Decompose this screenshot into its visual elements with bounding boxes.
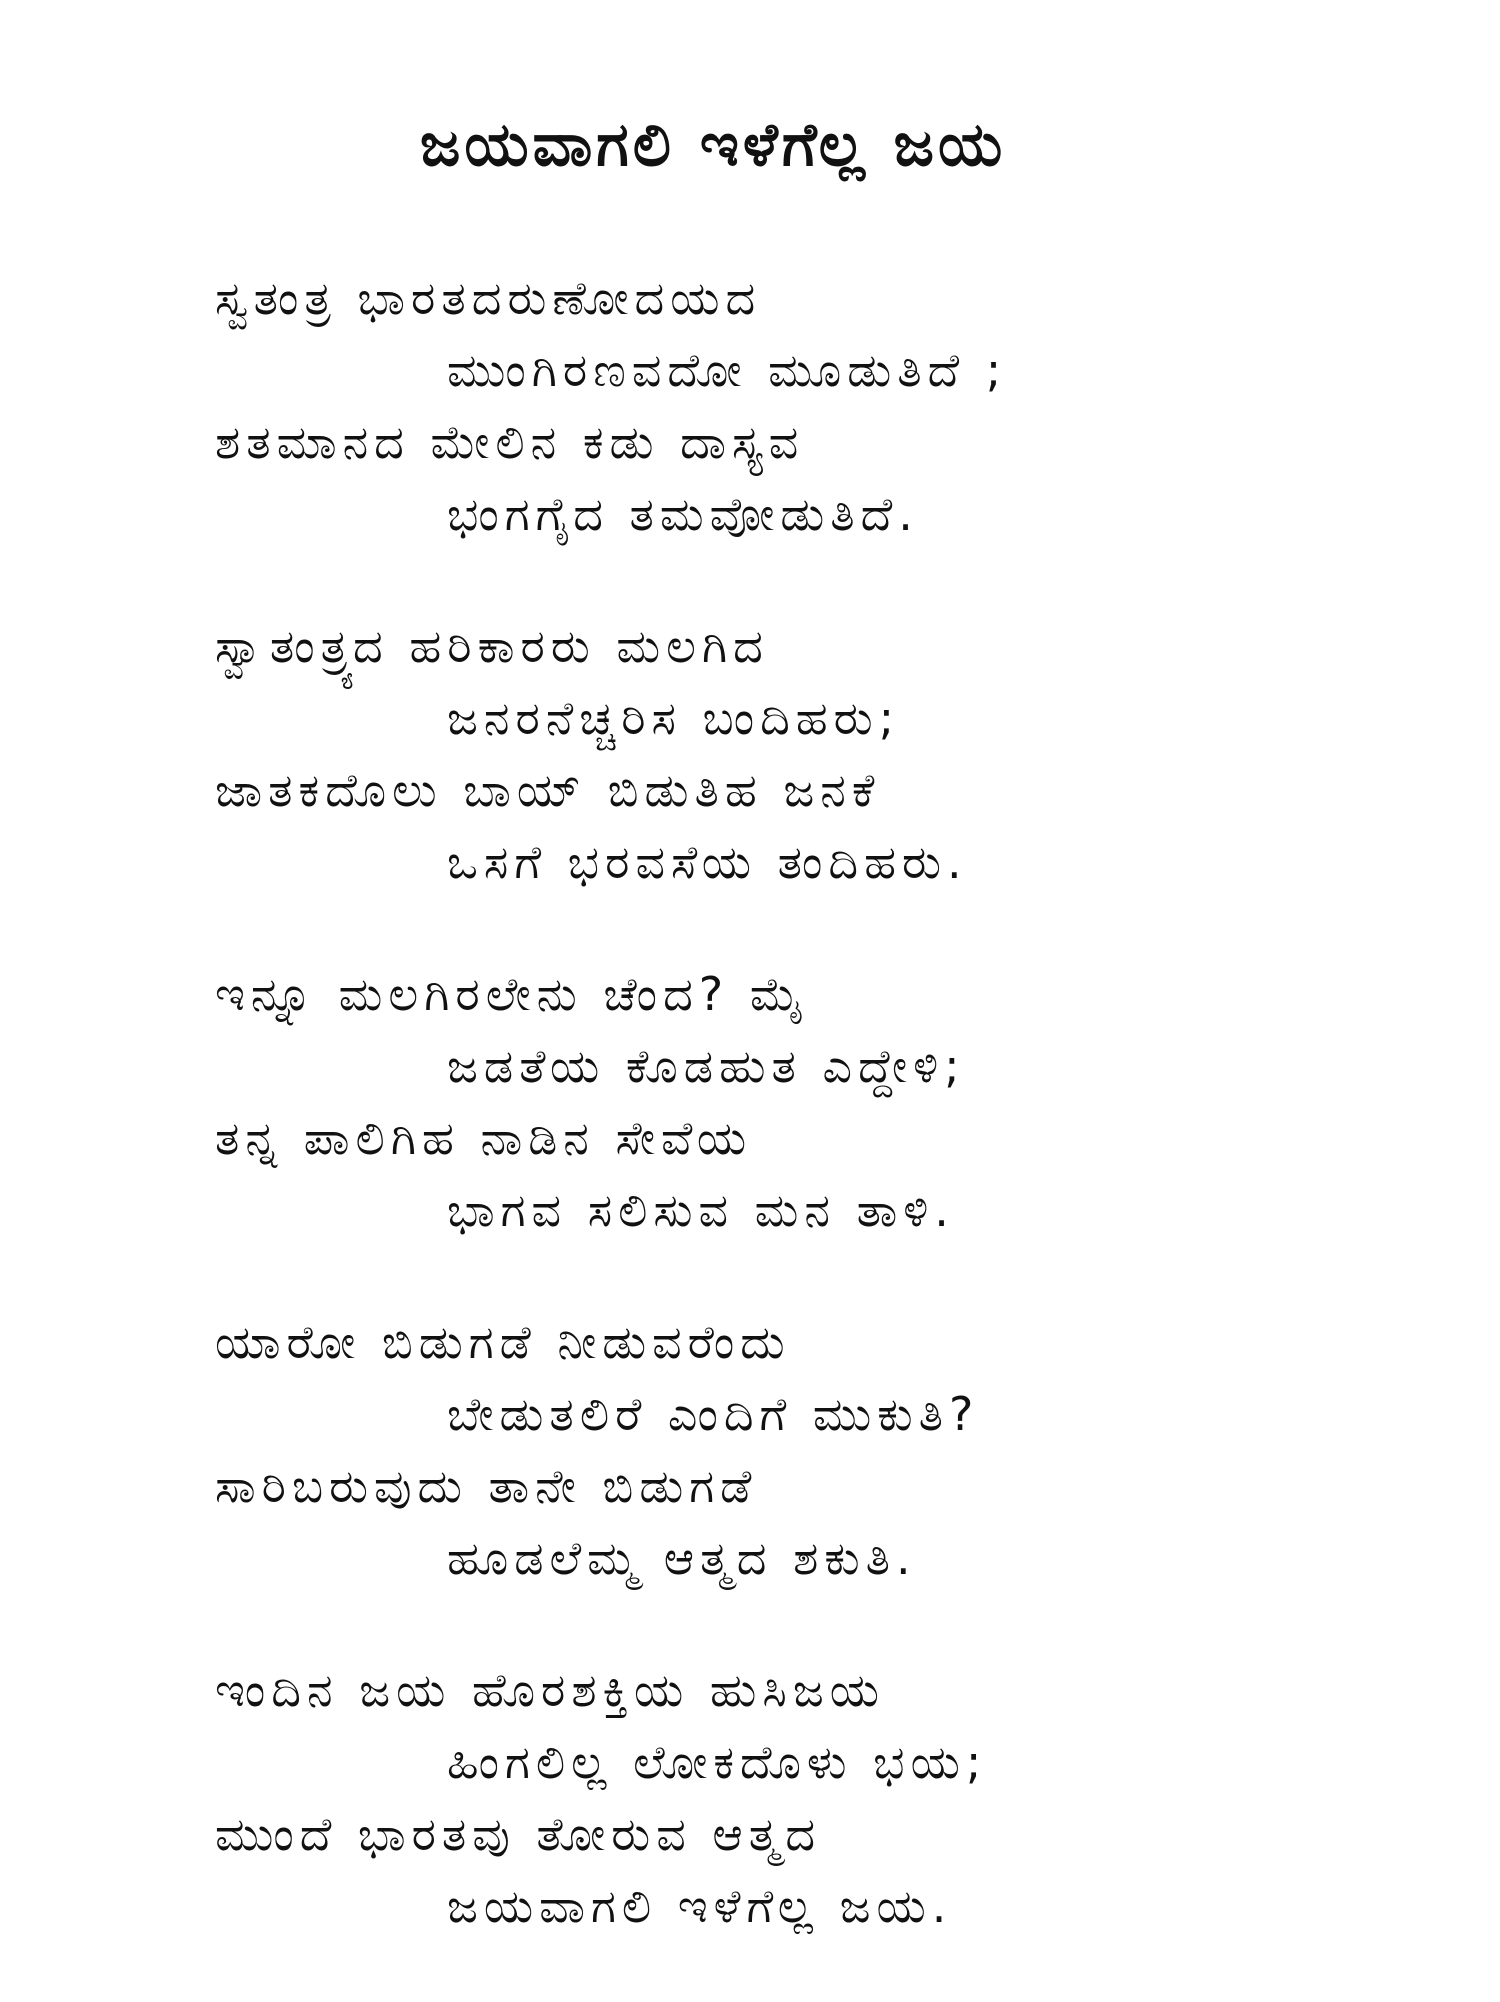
verse-line: ಶತಮಾನದ ಮೇಲಿನ ಕಡು ದಾಸ್ಯವ — [215, 415, 805, 469]
verse-line: ಇಂದಿನ ಜಯ ಹೊರಶಕ್ತಿಯ ಹುಸಿಜಯ — [215, 1663, 886, 1717]
stanza — [215, 610, 1445, 898]
poem-body — [215, 262, 1445, 2002]
verse-line: ಒಸಗೆ ಭರವಸೆಯ ತಂದಿಹರು. — [447, 835, 968, 889]
verse-line: ಯಾರೋ ಬಿಡುಗಡೆ ನೀಡುವರೆಂದು — [215, 1315, 791, 1369]
verse-line: ಜನರನೆಚ್ಚರಿಸ ಬಂದಿಹರು; — [447, 691, 901, 745]
verse-line: ಬೇಡುತಲಿರೆ ಎಂದಿಗೆ ಮುಕುತಿ? — [447, 1387, 980, 1441]
verse-line: ತನ್ನ ಪಾಲಿಗಿಹ ನಾಡಿನ ಸೇವೆಯ — [215, 1111, 753, 1165]
verse-line: ಸ್ವಾತಂತ್ರ್ಯದ ಹರಿಕಾರರು ಮಲಗಿದ — [215, 619, 769, 673]
verse-line: ಮುಂಗಿರಣವದೋ ಮೂಡುತಿದೆ ; — [447, 343, 1008, 397]
verse-line: ಸಾರಿಬರುವುದು ತಾನೇ ಬಿಡುಗಡೆ — [215, 1459, 758, 1513]
verse-line: ಜಾತಕದೊಲು ಬಾಯ್ ಬಿಡುತಿಹ ಜನಕೆ — [215, 763, 881, 817]
verse-line: ಹಿಂಗಲಿಲ್ಲ ಲೋಕದೊಳು ಭಯ; — [447, 1735, 988, 1789]
stanza — [215, 1654, 1445, 1942]
stanza — [215, 1306, 1445, 1594]
verse-line: ಜಡತೆಯ ಕೊಡಹುತ ಎದ್ದೇಳಿ; — [447, 1039, 966, 1093]
stanza — [215, 262, 1445, 550]
poem-title: ಜಯವಾಗಲಿ ಇಳೆಗೆಲ್ಲ ಜಯ — [420, 110, 1007, 180]
verse-line: ಹೂಡಲೆಮ್ಮ ಆತ್ಮದ ಶಕುತಿ. — [447, 1531, 917, 1585]
verse-line: ಮುಂದೆ ಭಾರತವು ತೋರುವ ಆತ್ಮದ — [215, 1807, 822, 1861]
stanza — [215, 958, 1445, 1246]
verse-line: ಭಾಗವ ಸಲಿಸುವ ಮನ ತಾಳಿ. — [447, 1183, 955, 1237]
verse-line: ಜಯವಾಗಲಿ ಇಳೆಗೆಲ್ಲ ಜಯ. — [447, 1879, 953, 1933]
verse-line: ಭಂಗಗೈದ ತಮವೋಡುತಿದೆ. — [447, 487, 919, 541]
verse-line: ಸ್ವತಂತ್ರ ಭಾರತದರುಣೋದಯದ — [215, 271, 762, 325]
verse-line: ಇನ್ನೂ ಮಲಗಿರಲೇನು ಚೆಂದ? ಮೈ — [215, 967, 810, 1021]
